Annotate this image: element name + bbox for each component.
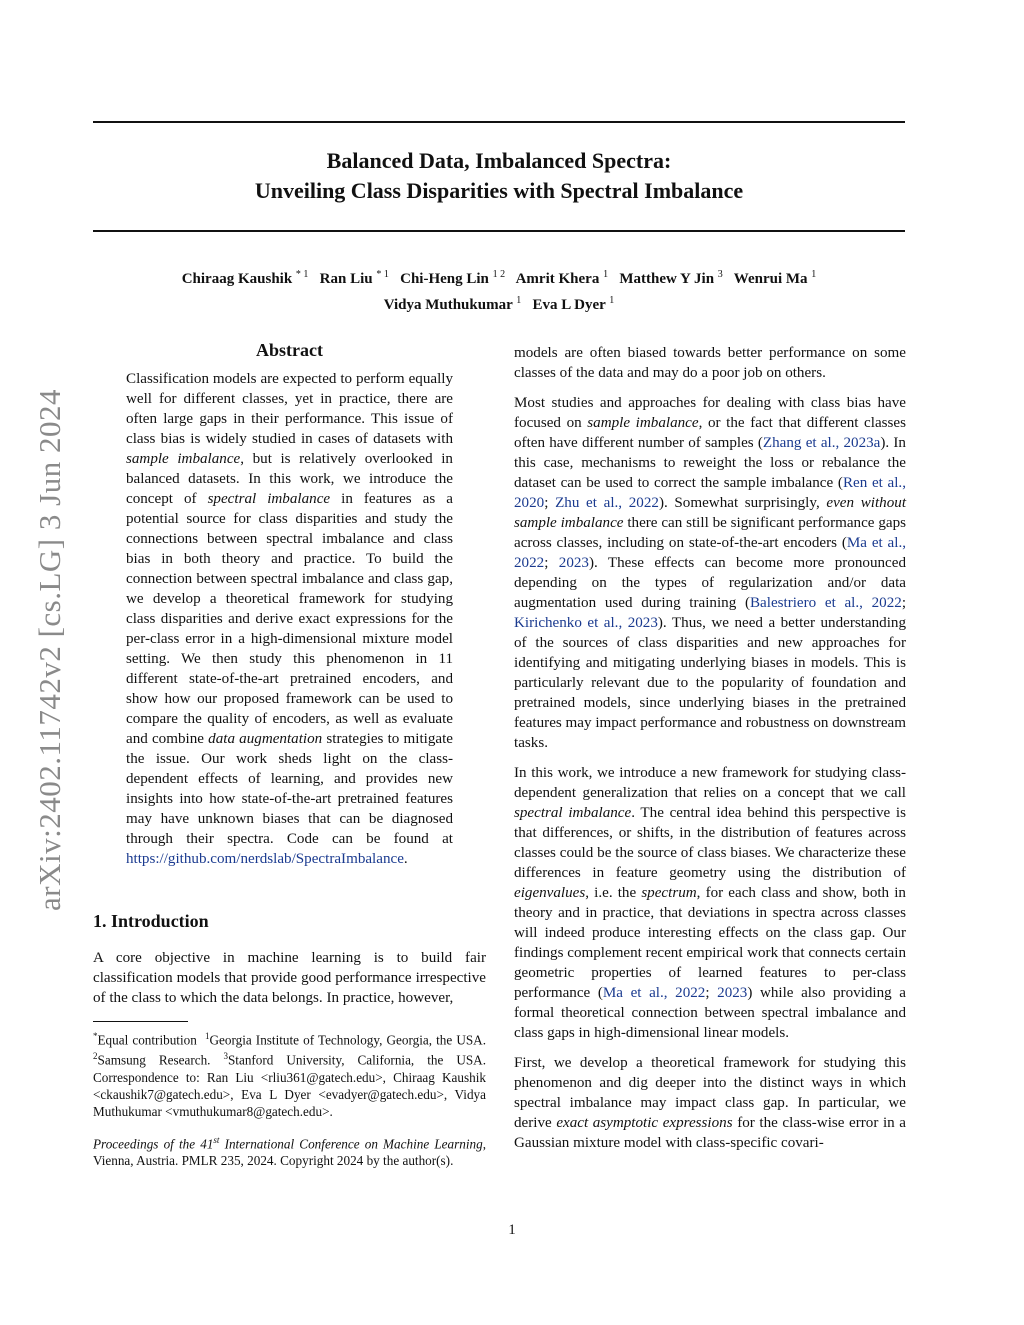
body-emphasis: sample imbalance <box>587 415 699 431</box>
body-emphasis: exact asymptotic expressions <box>556 1115 733 1131</box>
footnote-proceedings <box>93 1132 486 1169</box>
proceedings-text: , Vienna, Austria. PMLR 235, 2024. Copyright 2024 by the author(s). <box>93 1136 486 1169</box>
body-paragraph <box>514 1053 906 1153</box>
body-emphasis: even without sample imbalance <box>514 495 907 531</box>
author-name: Matthew Y Jin <box>619 271 715 287</box>
footnote-text: Samsung Research. <box>97 1052 211 1068</box>
abstract-text: Classification models are expected to perform equally well for different classes, yet in practice, there are often large gaps in their performance. This issue of class bias is widely studied in cases of datasets with <box>126 371 453 447</box>
abstract-emphasis: data augmentation <box>208 731 323 747</box>
body-text: , i.e. the <box>585 885 642 901</box>
body-text: for the class-wise error in a Gaussian mixture model with class-specific covari- <box>514 1115 906 1151</box>
body-emphasis: spectrum <box>641 885 697 901</box>
citation-link[interactable]: 2023 <box>558 555 589 571</box>
right-column <box>514 343 906 1163</box>
author-list <box>93 264 905 316</box>
body-text: ; <box>544 555 559 571</box>
body-text: ). These effects can become more pronounced depending on the types of regularization and/or data augmentation used during training ( <box>514 555 907 611</box>
author-name: Amrit Khera <box>515 271 600 287</box>
body-text: First, we develop a theoretical framework for studying this phenomenon and dig deeper into the distinct ways in which spectral imbalance may impact class gap. In particular, we derive <box>514 1055 906 1131</box>
body-text: ; <box>901 595 907 611</box>
footnote-text: Georgia Institute of Technology, Georgia, the USA. <box>209 1032 487 1048</box>
citation-link[interactable]: Zhu et al., 2022 <box>555 495 659 511</box>
abstract-text: , but is relatively overlooked in balanced datasets. In this work, we introduce the concept of <box>126 451 453 507</box>
citation-link[interactable]: Ma et al., 2022 <box>514 535 906 571</box>
author-line-2 <box>93 290 905 316</box>
citation-link[interactable]: Ma et al., 2022 <box>602 985 706 1001</box>
body-paragraph <box>514 763 906 1043</box>
footnote-text: Equal contribution <box>97 1032 197 1048</box>
footnote-mark: 1 <box>204 1031 210 1041</box>
title-rule-top <box>93 121 905 123</box>
proceedings-suffix: st <box>213 1134 220 1145</box>
footnote-text: Stanford University, California, the USA. Correspondence to: Ran Liu <rliu361@gatech.edu>, Chiraag Kaushik <ckaushik7@gatech.edu>, Eva L Dyer <evadyer@gatech.edu>, Vidya Muthukumar <vmuthukumar8@gatech.edu>. <box>93 1052 486 1119</box>
introduction-heading: 1. Introduction <box>93 911 209 931</box>
body-text: there can still be significant performance gaps across classes, including on state-of-the-art encoders ( <box>514 515 906 551</box>
body-text: , or the fact that different classes often have different number of samples ( <box>514 415 906 451</box>
title-rule-bottom <box>93 230 905 232</box>
author-name: Vidya Muthukumar <box>383 297 513 313</box>
author-name: Eva L Dyer <box>532 297 606 313</box>
arxiv-stamp: arXiv:2402.11742v2 [cs.LG] 3 Jun 2024 <box>32 389 67 911</box>
author-affiliation: 1 2 <box>492 269 506 280</box>
proceedings-edition: 41 <box>200 1136 214 1152</box>
author-affiliation: 1 <box>516 295 522 306</box>
abstract-body <box>126 369 453 869</box>
body-text: ; <box>705 985 718 1001</box>
body-text: ). Thus, we need a better understanding of the sources of class disparities and new approaches for identifying and mitigating underlying biases in models. This is particularly relevant due to the popularity of foundation and pretrained models, since underlying biases in the pretrained features may impact performance and robustness on downstream tasks. <box>514 615 907 751</box>
body-text: ) while also providing a formal theoretical connection between spectral imbalance and class gaps in high-dimensional linear models. <box>514 985 906 1041</box>
citation-link[interactable]: Balestriero et al., 2022 <box>749 595 902 611</box>
code-link[interactable]: https://github.com/nerdslab/SpectraImbalance <box>126 851 404 867</box>
body-text: ). In this case, mechanisms to reweight the loss or rebalance the dataset can be used to correct the sample imbalance ( <box>514 435 906 491</box>
body-paragraph <box>514 393 906 753</box>
introduction-paragraph: A core objective in machine learning is to build fair classification models that provide good performance irrespective of the class to which the data belongs. In practice, however, <box>93 950 486 1006</box>
proceedings-text: International Conference on Machine Learning <box>224 1136 483 1152</box>
author-affiliation: 1 <box>609 295 615 306</box>
body-text: , for each class and show, both in theory and in practice, that deviations in spectra across classes will indeed produce interesting effects on the class gap. Our findings complement recent empirical work that connects certain geometric properties of learned features to per-class performance ( <box>514 885 906 1001</box>
body-text: Most studies and approaches for dealing with class bias have focused on <box>514 395 906 431</box>
body-text: ; <box>544 495 556 511</box>
title-line-1: Balanced Data, Imbalanced Spectra: <box>326 148 672 173</box>
abstract-emphasis: sample imbalance <box>126 451 241 467</box>
footnote-affiliations <box>93 1028 486 1120</box>
citation-link[interactable]: Ren et al., 2020 <box>514 475 906 511</box>
footnote-mark: 2 <box>93 1051 98 1062</box>
author-name: Wenrui Ma <box>733 271 808 287</box>
abstract-heading: Abstract <box>256 340 323 360</box>
author-affiliation: * 1 <box>295 269 309 280</box>
citation-link[interactable]: Kirichenko et al., 2023 <box>514 615 658 631</box>
abstract-emphasis: spectral imbalance <box>207 491 331 507</box>
author-affiliation: 3 <box>717 269 723 280</box>
proceedings-text: Proceedings of the <box>93 1136 196 1152</box>
body-paragraph: models are often biased towards better performance on some classes of the data and may do a poor job on others. <box>514 345 906 381</box>
citation-link[interactable]: Zhang et al., 2023a <box>762 435 881 451</box>
author-affiliation: * 1 <box>376 269 389 280</box>
abstract-text: . <box>403 851 408 867</box>
body-text: ). Somewhat surprisingly, <box>658 495 827 511</box>
footnote-rule <box>93 1021 188 1022</box>
author-name: Ran Liu <box>319 271 373 287</box>
paper-title <box>93 146 905 206</box>
citation-link[interactable]: 2023 <box>717 985 748 1001</box>
title-line-2: Unveiling Class Disparities with Spectral Imbalance <box>254 178 744 203</box>
body-text: . The central idea behind this perspective is that differences, or shifts, in the distribution of features across classes could be the source of class biases. We characterize these differences in feature geometry using the distribution of <box>514 805 906 881</box>
body-emphasis: eigenvalues <box>514 885 586 901</box>
footnote-mark: * <box>93 1031 98 1041</box>
body-emphasis: spectral imbalance <box>514 805 632 821</box>
left-column <box>93 340 486 1169</box>
author-affiliation: 1 <box>603 269 609 280</box>
author-line-1 <box>93 264 905 290</box>
abstract-text: strategies to mitigate the issue. Our work sheds light on the class-dependent effects of learning, and provides new insights into how state-of-the-art pretrained features may have unknown biases that can be diagnosed through their spectra. Code can be found at <box>126 731 453 847</box>
body-text: In this work, we introduce a new framework for studying class-dependent generalization that relies on a concept that we call <box>514 765 906 801</box>
author-affiliation: 1 <box>811 269 817 280</box>
page-number: 1 <box>508 1222 516 1238</box>
footnote-mark: 3 <box>223 1051 228 1062</box>
author-name: Chi-Heng Lin <box>400 271 489 287</box>
author-name: Chiraag Kaushik <box>181 271 293 287</box>
abstract-text: in features as a potential source for class disparities and study the connections between spectral imbalance and class bias in both theory and practice. To build the connection between spectral imbalance and class gap, we develop a theoretical framework for studying class disparities and derive exact expressions for the per-class error in a high-dimensional mixture model setting. We then study this phenomenon in 11 different state-of-the-art pretrained encoders, and show how our proposed framework can be used to compare the quality of encoders, as well as evaluate and combine <box>126 491 453 747</box>
